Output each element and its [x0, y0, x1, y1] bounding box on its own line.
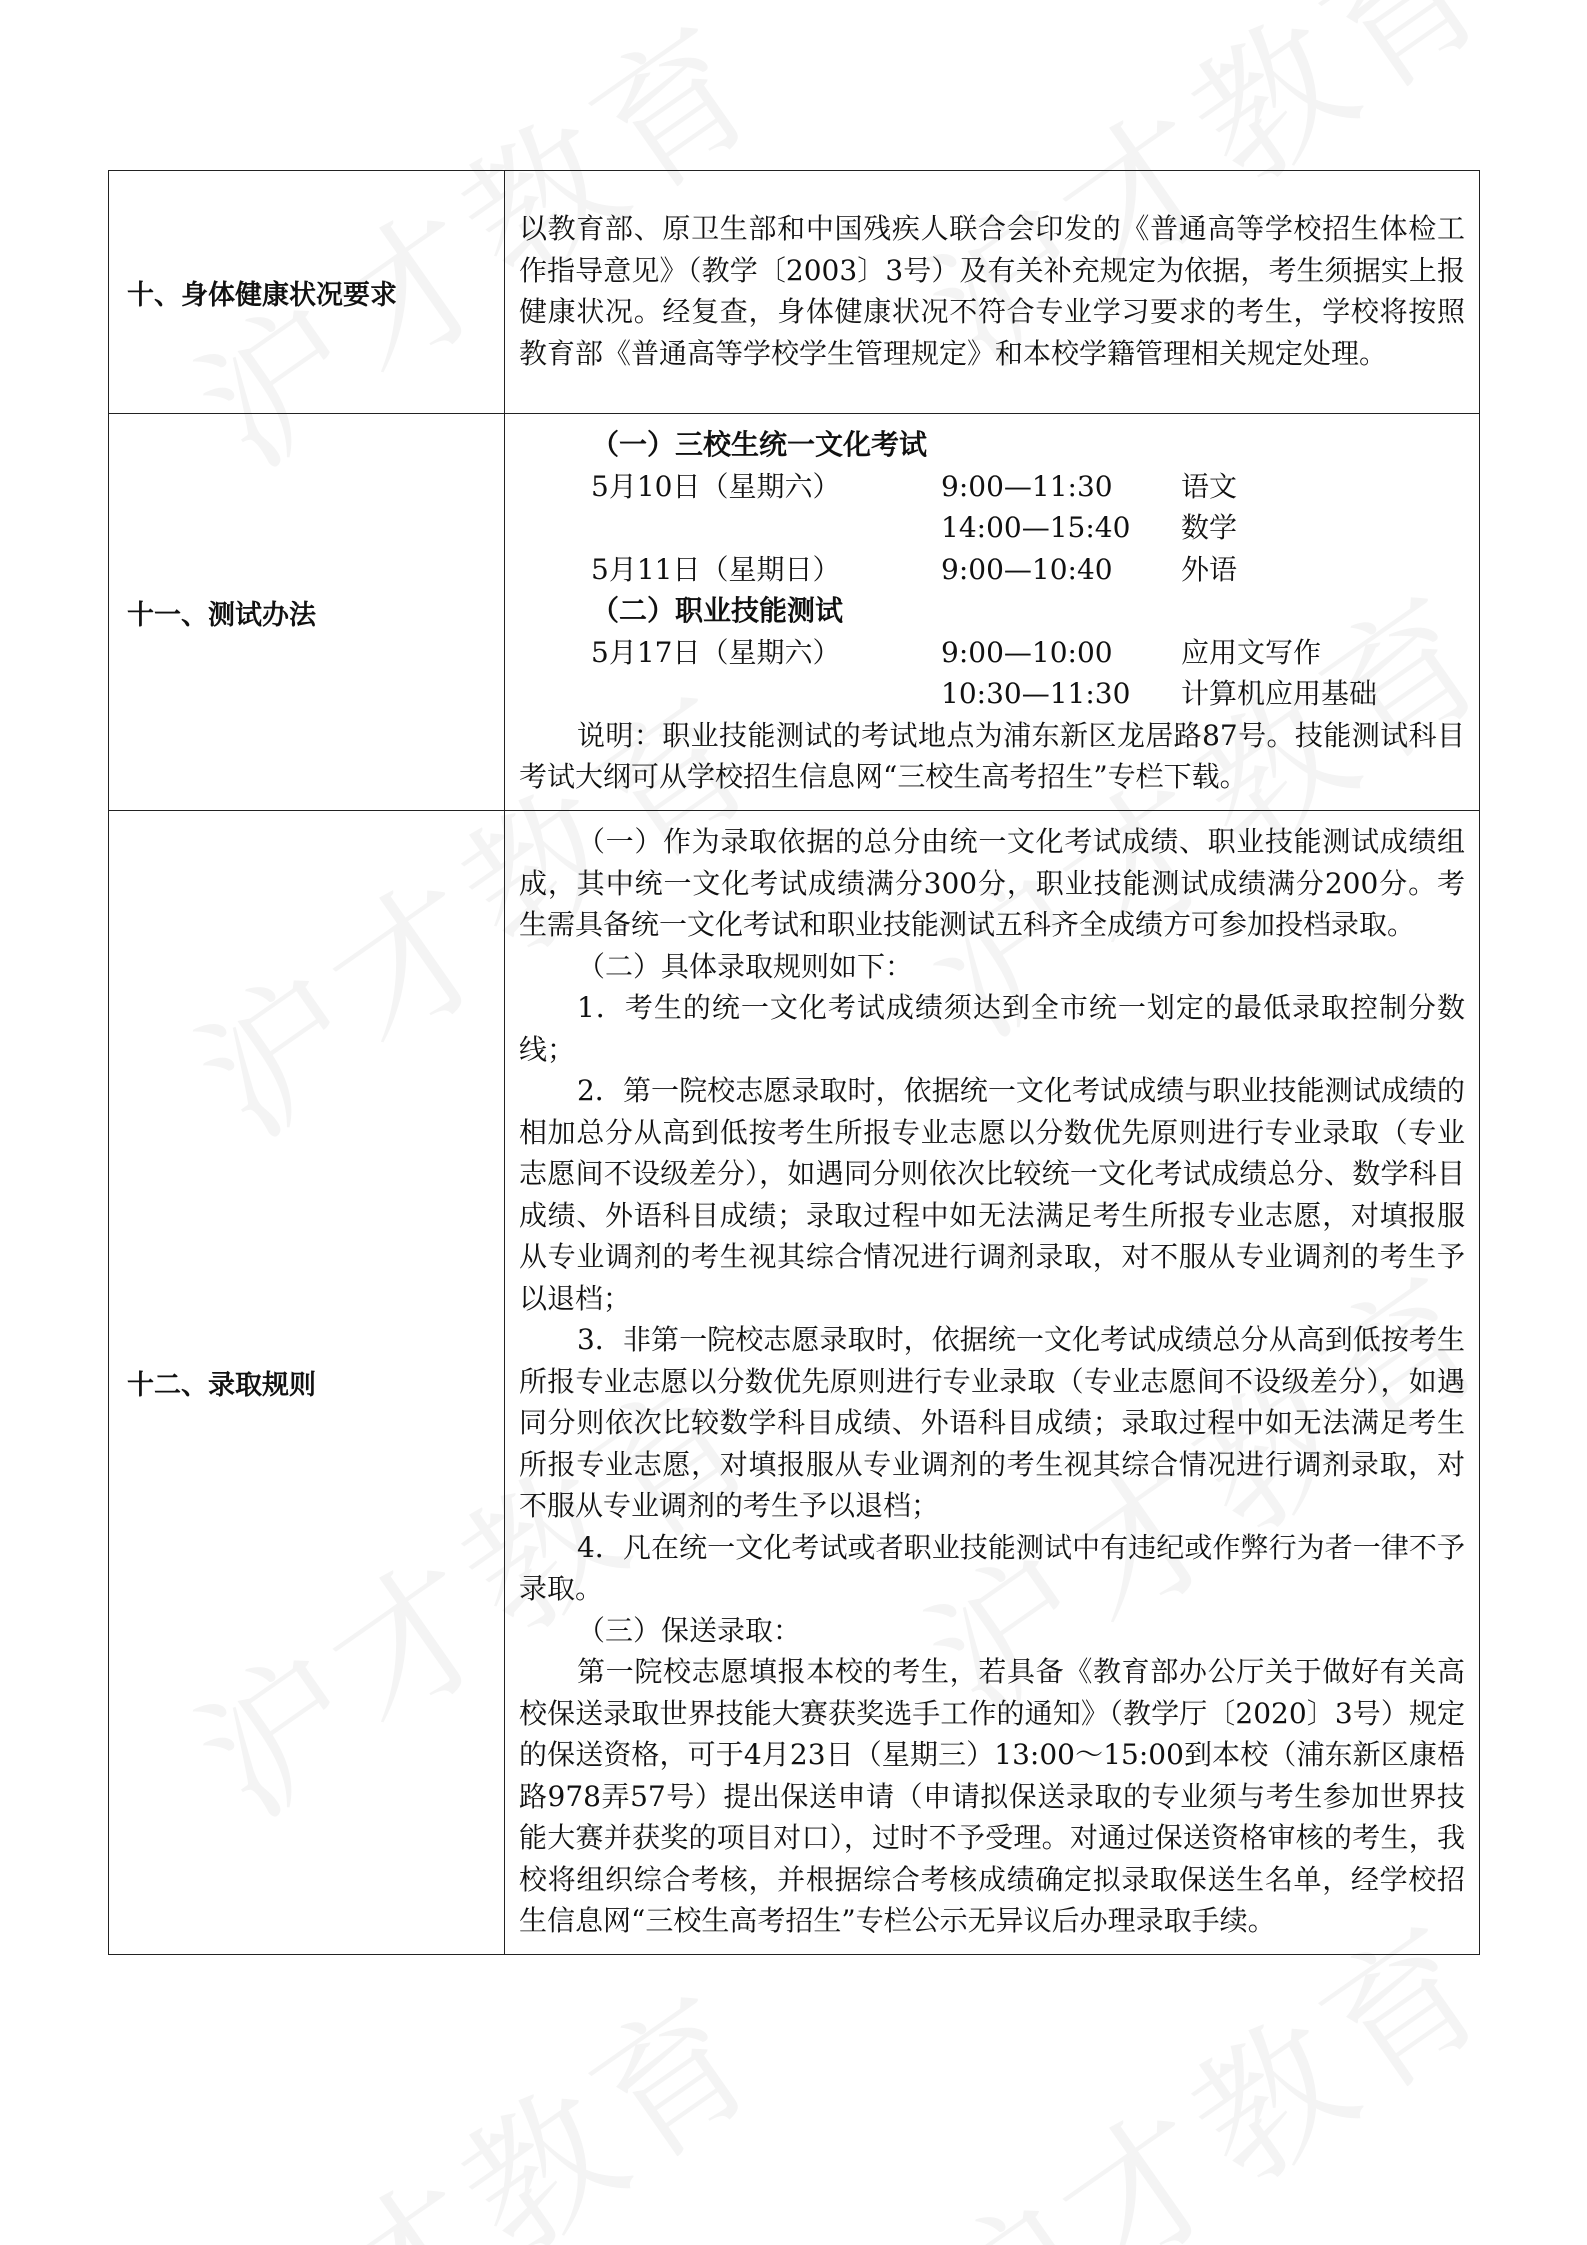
schedule-row: [519, 632, 1465, 674]
row-label: 十一、测试办法: [109, 414, 505, 811]
paragraph: 2．第一院校志愿录取时，依据统一文化考试成绩与职业技能测试成绩的相加总分从高到低按考生所报专业志愿以分数优先原则进行专业录取（专业志愿间不设级差分），如遇同分则依次比较统一文化考试成绩总分、数学科目成绩、外语科目成绩；录取过程中如无法满足考生所报专业志愿，对填报服从专业调剂的考生视其综合情况进行调剂录取，对不服从专业调剂的考生予以退档；: [519, 1074, 1465, 1315]
exam-time: 9:00—10:00: [941, 635, 1113, 669]
paragraph: 以教育部、原卫生部和中国残疾人联合会印发的《普通高等学校招生体检工作指导意见》（教学〔2003〕3号）及有关补充规定为依据，考生须据实上报健康状况。经复查，身体健康状况不符合专业学习要求的考生，学校将按照教育部《普通高等学校学生管理规定》和本校学籍管理相关规定处理。: [519, 212, 1465, 370]
table-row-admission-rules: [109, 811, 1480, 1955]
exam-date: 5月11日（星期日）: [591, 552, 841, 586]
watermark-text: [150, 1933, 798, 2245]
schedule-row: [519, 466, 1465, 508]
exam-date: [519, 507, 941, 549]
exam-subject: 应用文写作: [1181, 635, 1322, 669]
exam-subject: 语文: [1181, 469, 1238, 503]
schedule-row: [519, 507, 1465, 549]
row-content: [505, 171, 1480, 414]
paragraph: （三）保送录取：: [577, 1613, 802, 1647]
schedule-row: [519, 549, 1465, 591]
row-label: 十二、录取规则: [109, 811, 505, 1955]
paragraph: 3．非第一院校志愿录取时，依据统一文化考试成绩总分从高到低按考生所报专业志愿以分数优先原则进行专业录取（专业志愿间不设级差分），如遇同分则依次比较数学科目成绩、外语科目成绩；录取过程中如无法满足考生所报专业志愿，对填报服从专业调剂的考生视其综合情况进行调剂录取，对不服从专业调剂的考生予以退档；: [519, 1323, 1465, 1522]
section-heading: （二）职业技能测试: [591, 594, 844, 628]
exam-date: [519, 673, 941, 715]
exam-time: 9:00—10:40: [941, 552, 1113, 586]
exam-time: 10:30—11:30: [941, 677, 1131, 711]
note-paragraph: 说明：职业技能测试的考试地点为浦东新区龙居路87号。技能测试科目考试大纲可从学校招生信息网“三校生高考招生”专栏下载。: [519, 718, 1465, 794]
exam-time: 14:00—15:40: [941, 511, 1131, 545]
section-heading: （一）三校生统一文化考试: [591, 428, 928, 462]
paragraph: 4．凡在统一文化考试或者职业技能测试中有违纪或作弊行为者一律不予录取。: [519, 1530, 1465, 1605]
paragraph: （二）具体录取规则如下：: [577, 949, 914, 983]
table-row-health: [109, 171, 1480, 414]
exam-subject: 数学: [1181, 511, 1238, 545]
exam-date: 5月10日（星期六）: [591, 469, 841, 503]
table-row-test-method: [109, 414, 1480, 811]
row-label: 十、身体健康状况要求: [109, 171, 505, 414]
exam-date: 5月17日（星期六）: [591, 635, 841, 669]
paragraph: 第一院校志愿填报本校的考生，若具备《教育部办公厅关于做好有关高校保送录取世界技能大赛获奖选手工作的通知》（教学厅〔2020〕3号）规定的保送资格，可于4月23日（星期三）13:00～15:00到本校（浦东新区康梧路978弄57号）提出保送申请（申请拟保送录取的专业须与考生参加世界技能大赛并获奖的项目对口），过时不予受理。对通过保送资格审核的考生，我校将组织综合考核，并根据综合考核成绩确定拟录取保送生名单，经学校招生信息网“三校生高考招生”专栏公示无异议后办理录取手续。: [519, 1655, 1465, 1937]
exam-subject: 外语: [1181, 552, 1238, 586]
paragraph: 1．考生的统一文化考试成绩须达到全市统一划定的最低录取控制分数线；: [519, 991, 1465, 1066]
admissions-table: [108, 170, 1480, 1955]
exam-subject: 计算机应用基础: [1181, 677, 1378, 711]
exam-time: 9:00—11:30: [941, 469, 1113, 503]
schedule-row: [519, 673, 1465, 715]
paragraph: （一）作为录取依据的总分由统一文化考试成绩、职业技能测试成绩组成，其中统一文化考试成绩满分300分，职业技能测试成绩满分200分。考生需具备统一文化考试和职业技能测试五科齐全成绩方可参加投档录取。: [519, 825, 1465, 941]
row-content: [505, 414, 1480, 811]
row-content: [505, 811, 1480, 1955]
